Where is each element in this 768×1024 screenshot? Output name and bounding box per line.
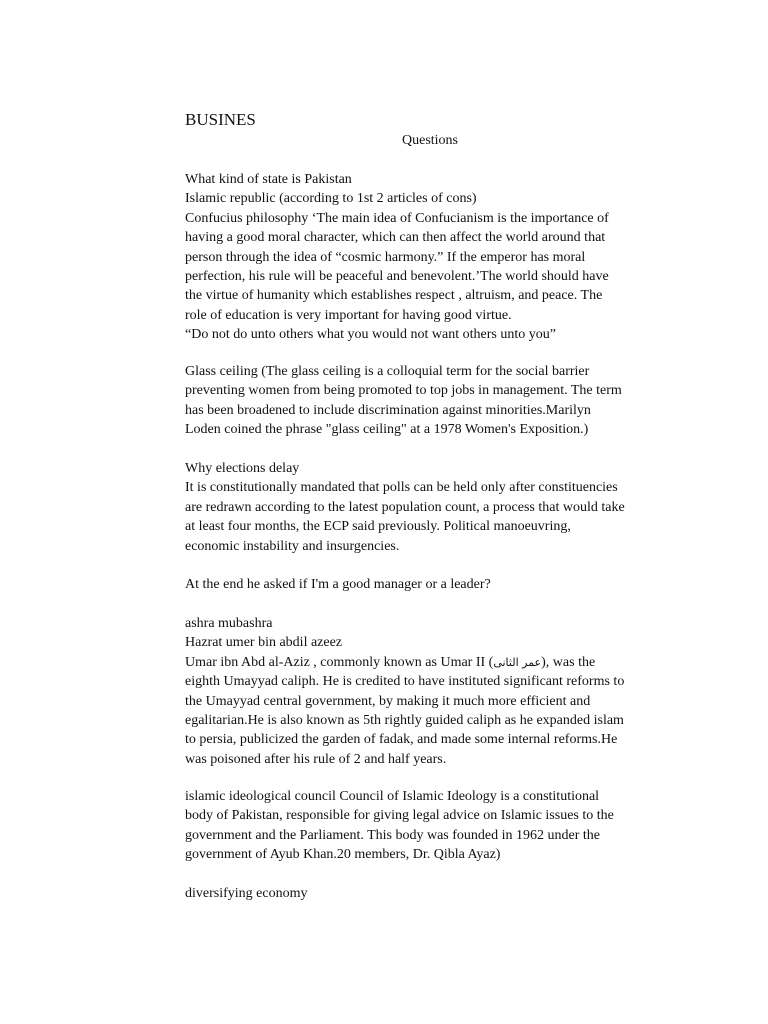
paragraph-state-confucius [185, 170, 685, 345]
text-line: are redrawn according to the latest population count, a process that would take [185, 499, 625, 515]
text-line: the Umayyad central government, by making it much more efficient and [185, 693, 591, 709]
text-line: the virtue of humanity which establishes respect , altruism, and peace. The [185, 288, 603, 304]
text-line: government and the Parliament. This body was founded in 1962 under the [185, 827, 600, 843]
text-line: has been broadened to include discrimination against minorities.Marilyn [185, 402, 591, 418]
paragraph-manager [185, 575, 685, 594]
text-line: “Do not do unto others what you would not want others unto you” [185, 327, 556, 343]
text-line: At the end he asked if I'm a good manager or a leader? [185, 577, 491, 592]
paragraph-umar [185, 614, 685, 769]
text-line: diversifying economy [185, 886, 308, 901]
text-line: person through the idea of “cosmic harmony.” If the emperor has moral [185, 249, 586, 265]
text-line: role of education is very important for having good virtue. [185, 307, 512, 323]
text-fragment: Umar ibn Abd al-Aziz , commonly known as Umar II ( [185, 654, 494, 670]
text-line: Why elections delay [185, 461, 300, 476]
document-title: BUSINES [185, 110, 256, 129]
paragraph-elections [185, 459, 685, 556]
text-line-with-arabic [185, 653, 685, 672]
document-subtitle [185, 132, 675, 150]
text-line: to persia, publicized the garden of fadak, and made some internal reforms.He [185, 732, 618, 748]
subtitle-text: Questions [402, 133, 458, 148]
text-line: having a good moral character, which can then affect the world around that [185, 230, 606, 246]
text-line: eighth Umayyad caliph. He is credited to have instituted significant reforms to [185, 674, 625, 690]
text-line: Glass ceiling (The glass ceiling is a colloquial term for the social barrier [185, 364, 590, 379]
text-line: perfection, his rule will be peaceful and benevolent.’The world should have [185, 269, 609, 285]
text-line: economic instability and insurgencies. [185, 538, 400, 554]
paragraph-glass-ceiling [185, 362, 685, 440]
arabic-name: عمر الثانی [493, 655, 542, 669]
text-line: at least four months, the ECP said previously. Political manoeuvring, [185, 519, 571, 535]
text-line: body of Pakistan, responsible for giving legal advice on Islamic issues to the [185, 808, 614, 824]
text-line: Islamic republic (according to 1st 2 articles of cons) [185, 191, 477, 207]
text-line: ashra mubashra [185, 616, 273, 631]
text-line: It is constitutionally mandated that polls can be held only after constituencies [185, 480, 618, 496]
text-line: Hazrat umer bin abdil azeez [185, 635, 343, 651]
text-line: Confucius philosophy ‘The main idea of Confucianism is the importance of [185, 210, 609, 226]
paragraph-ideology-council [185, 787, 685, 865]
text-line: was poisoned after his rule of 2 and half years. [185, 751, 447, 767]
text-line: egalitarian.He is also known as 5th rightly guided caliph as he expanded islam [185, 713, 624, 729]
text-line: government of Ayub Khan.20 members, Dr. Qibla Ayaz) [185, 847, 501, 863]
text-line: islamic ideological council Council of Islamic Ideology is a constitutional [185, 789, 600, 804]
text-line: Loden coined the phrase "glass ceiling" at a 1978 Women's Exposition.) [185, 422, 589, 438]
text-fragment: ), was the [541, 654, 596, 670]
text-line: preventing women from being promoted to top jobs in management. The term [185, 383, 622, 399]
text-line: What kind of state is Pakistan [185, 172, 352, 187]
paragraph-diversifying [185, 884, 685, 903]
